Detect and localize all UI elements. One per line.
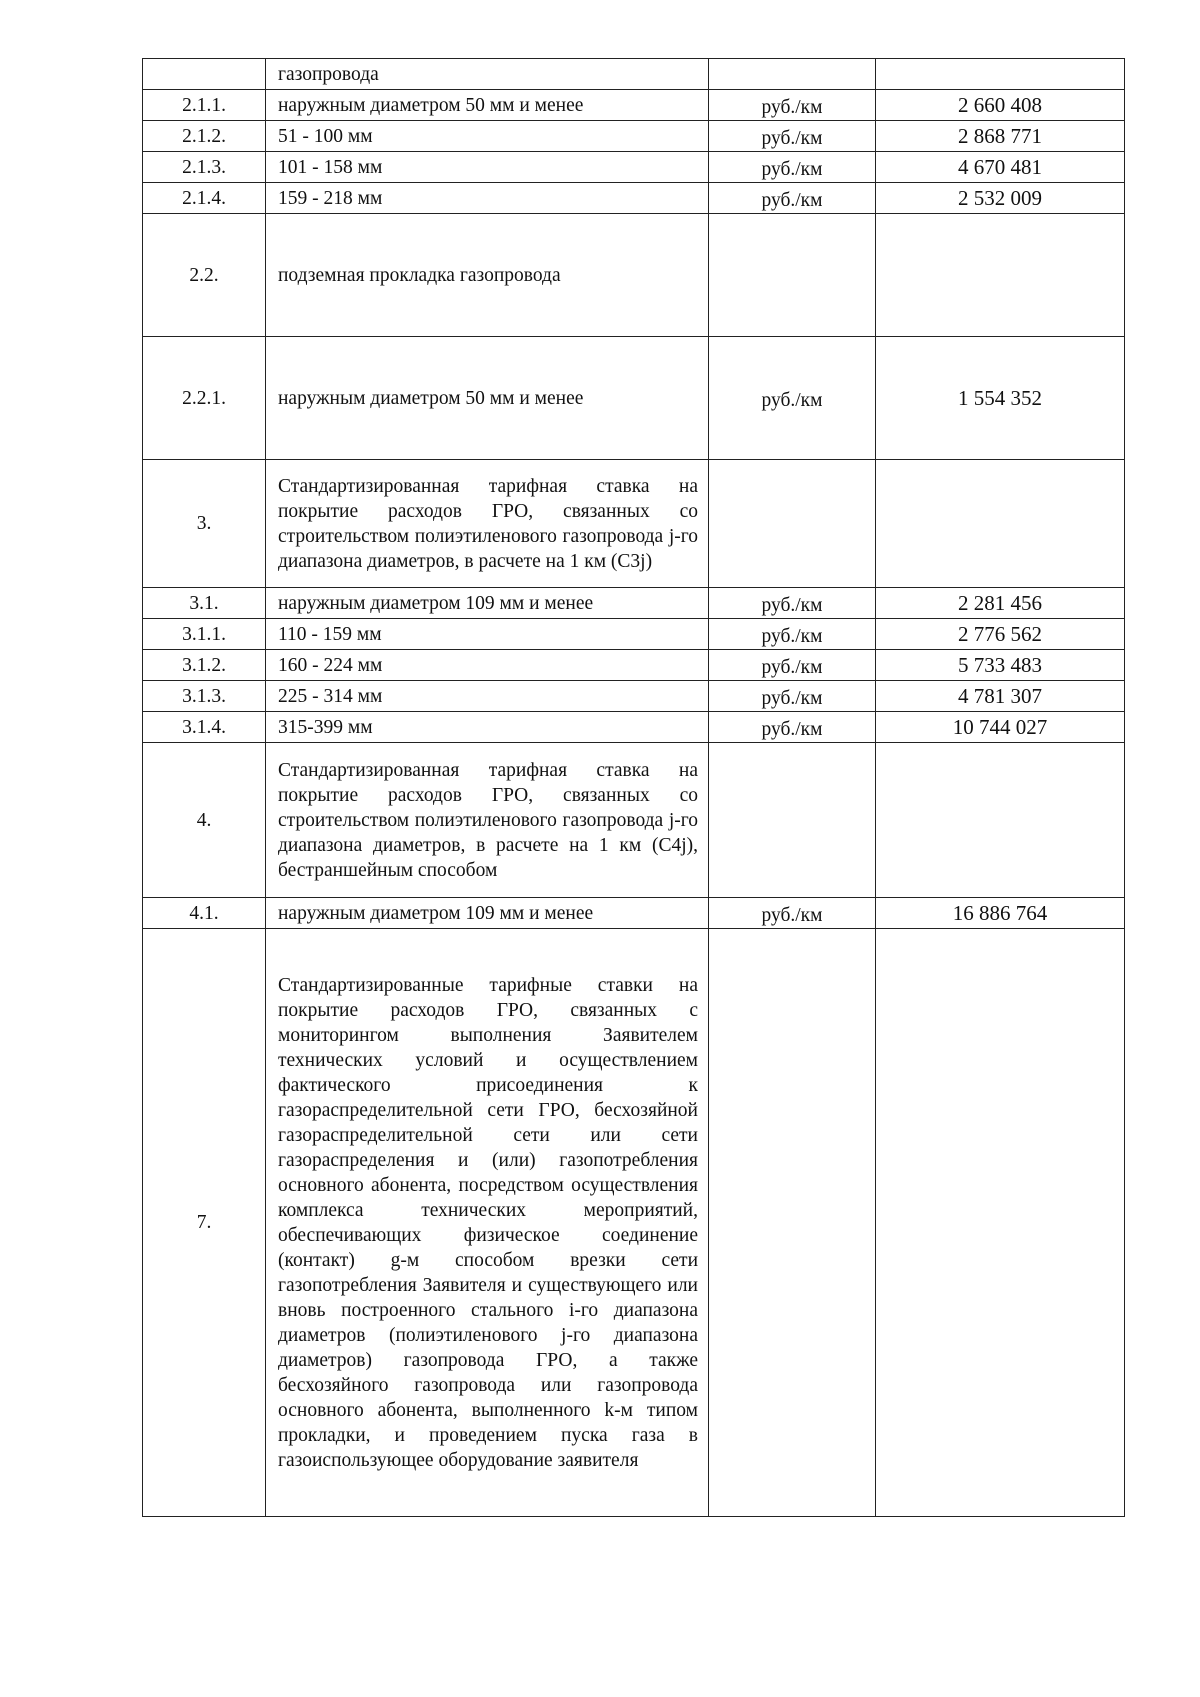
row-description: 51 - 100 мм [266,121,709,152]
row-number: 3.1.2. [143,650,266,681]
row-value: 16 886 764 [876,898,1125,929]
row-value [876,460,1125,588]
row-unit: руб./км [709,337,876,460]
table-row [143,183,1125,214]
row-unit: руб./км [709,121,876,152]
row-description: Стандартизированные тарифные ставки на покрытие расходов ГРО, связанных с мониторингом выполнения Заявителем технических условий и осуществлением фактического присоединения к газораспределительной сети ГРО, бесхозяйной газораспределительной сети или сети газораспределения и (или) газопотребления основного абонента, посредством осуществления комплекса технических мероприятий, обеспечивающих физическое соединение (контакт) g-м способом врезки сети газопотребления Заявителя и существующего или вновь построенного стального i-го диапазона диаметров (полиэтиленового j-го диапазона диаметров) газопровода ГРО, а также бесхозяйного газопровода или газопровода основного абонента, выполненного k-м типом прокладки, и проведением пуска газа в газоиспользующее оборудование заявителя [266,929,709,1517]
row-description: 101 - 158 мм [266,152,709,183]
row-value: 2 281 456 [876,588,1125,619]
table-row [143,743,1125,898]
table-row [143,619,1125,650]
row-number: 2.1.4. [143,183,266,214]
row-description: 159 - 218 мм [266,183,709,214]
row-value [876,214,1125,337]
row-unit [709,460,876,588]
row-value [876,59,1125,90]
row-value: 1 554 352 [876,337,1125,460]
row-unit: руб./км [709,650,876,681]
table-row [143,681,1125,712]
row-value: 10 744 027 [876,712,1125,743]
table-row [143,337,1125,460]
row-unit [709,214,876,337]
table-row [143,59,1125,90]
row-number [143,59,266,90]
row-description: наружным диаметром 50 мм и менее [266,337,709,460]
row-value: 2 532 009 [876,183,1125,214]
table-row [143,214,1125,337]
row-description: газопровода [266,59,709,90]
table-row [143,90,1125,121]
row-number: 3.1.3. [143,681,266,712]
table-row [143,121,1125,152]
row-unit: руб./км [709,152,876,183]
row-description: 225 - 314 мм [266,681,709,712]
table-row [143,898,1125,929]
row-description: 315-399 мм [266,712,709,743]
row-description: наружным диаметром 109 мм и менее [266,898,709,929]
table-row [143,650,1125,681]
row-unit: руб./км [709,619,876,650]
table-row [143,929,1125,1517]
row-number: 4.1. [143,898,266,929]
row-value [876,743,1125,898]
row-description: Стандартизированная тарифная ставка на покрытие расходов ГРО, связанных со строительством полиэтиленового газопровода j-го диапазона диаметров, в расчете на 1 км (С4j), бестраншейным способом [266,743,709,898]
row-value: 2 660 408 [876,90,1125,121]
row-description: 110 - 159 мм [266,619,709,650]
row-number: 3.1.1. [143,619,266,650]
row-value: 4 781 307 [876,681,1125,712]
row-unit: руб./км [709,898,876,929]
row-unit [709,59,876,90]
row-description: наружным диаметром 109 мм и менее [266,588,709,619]
row-unit: руб./км [709,183,876,214]
row-number: 2.1.1. [143,90,266,121]
row-number: 2.1.3. [143,152,266,183]
row-description: Стандартизированная тарифная ставка на покрытие расходов ГРО, связанных со строительством полиэтиленового газопровода j-го диапазона диаметров, в расчете на 1 км (С3j) [266,460,709,588]
table-row [143,712,1125,743]
row-number: 3.1. [143,588,266,619]
row-unit: руб./км [709,90,876,121]
row-unit: руб./км [709,681,876,712]
row-value [876,929,1125,1517]
tariff-table [142,58,1125,1517]
row-value: 2 868 771 [876,121,1125,152]
table-row [143,588,1125,619]
row-value: 4 670 481 [876,152,1125,183]
row-number: 3. [143,460,266,588]
row-number: 3.1.4. [143,712,266,743]
row-value: 5 733 483 [876,650,1125,681]
row-number: 2.1.2. [143,121,266,152]
row-unit: руб./км [709,712,876,743]
row-number: 4. [143,743,266,898]
table-row [143,152,1125,183]
row-description: 160 - 224 мм [266,650,709,681]
row-description: подземная прокладка газопровода [266,214,709,337]
row-description: наружным диаметром 50 мм и менее [266,90,709,121]
row-number: 2.2. [143,214,266,337]
row-value: 2 776 562 [876,619,1125,650]
table-row [143,460,1125,588]
row-unit [709,743,876,898]
row-unit: руб./км [709,588,876,619]
row-number: 7. [143,929,266,1517]
row-number: 2.2.1. [143,337,266,460]
row-unit [709,929,876,1517]
